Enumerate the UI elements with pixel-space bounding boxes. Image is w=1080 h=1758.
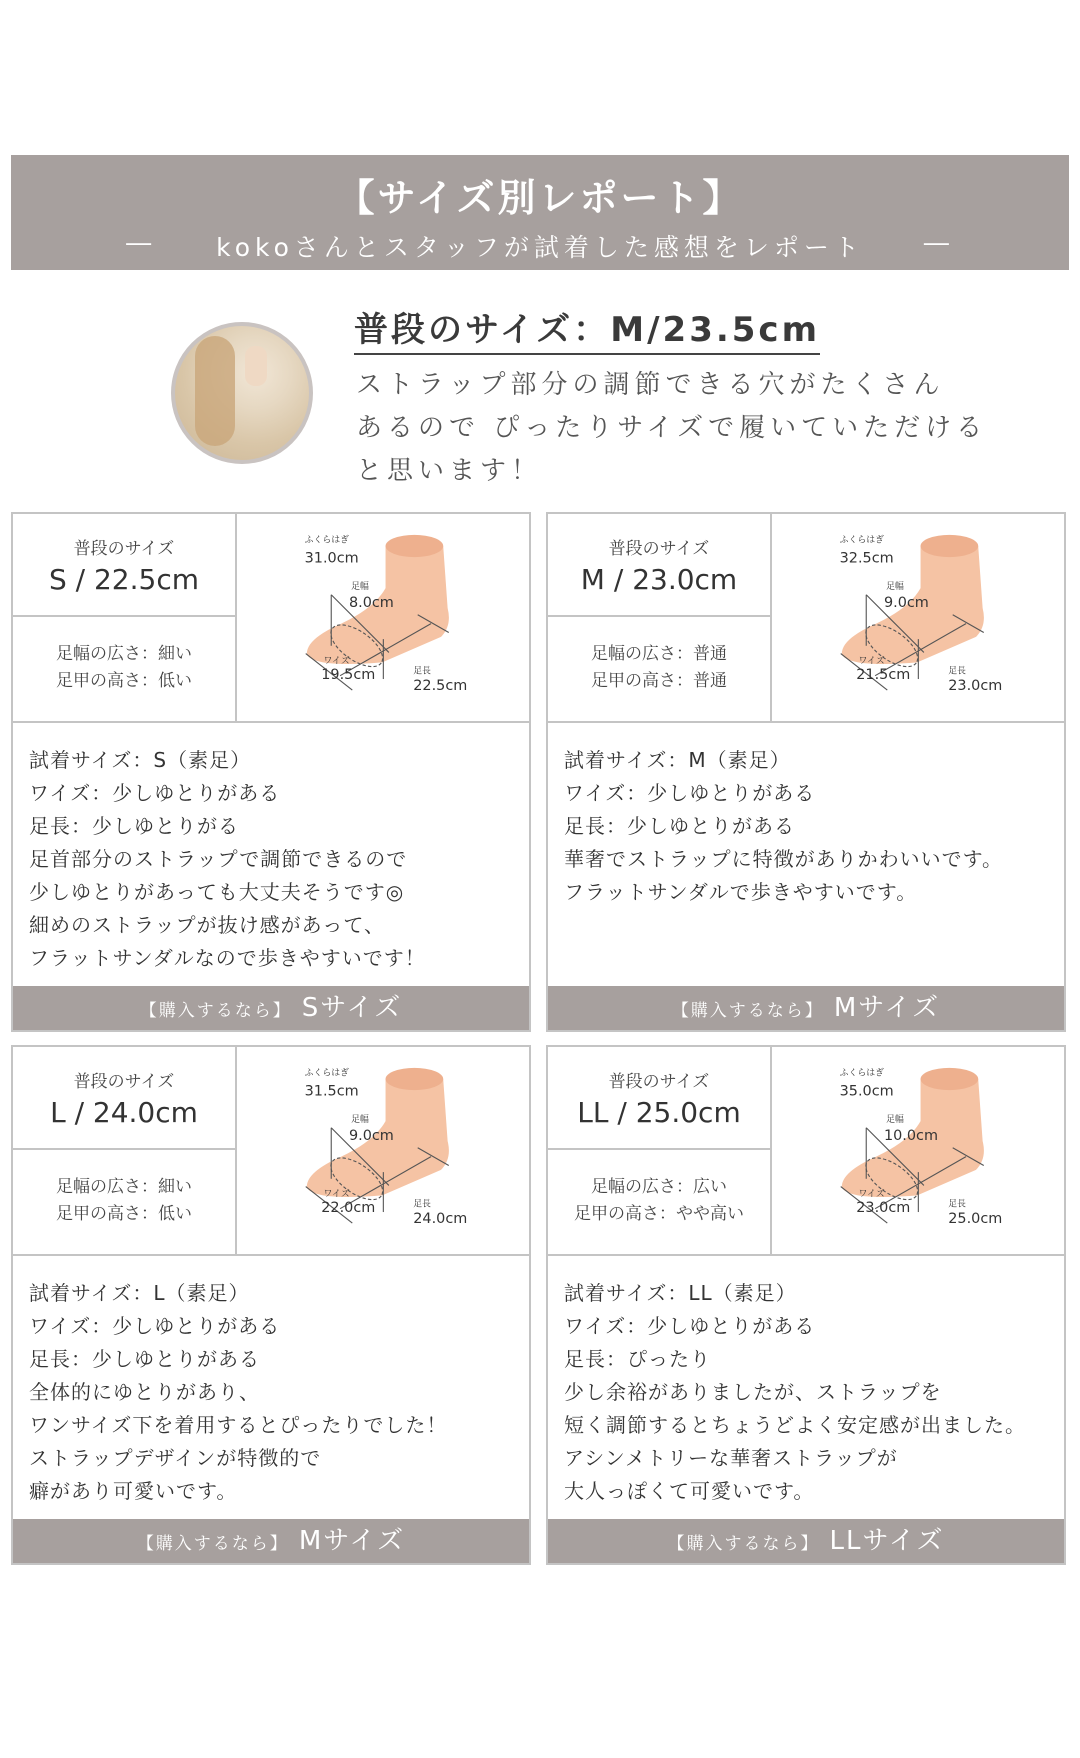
review-line: 全体的にゆとりがあり、 (29, 1380, 260, 1404)
dash-right: ― (923, 228, 954, 257)
review-line: 試着サイズ：S（素足） (29, 748, 252, 772)
buy-size: LLサイズ (829, 1526, 945, 1556)
width-label: 足幅 (886, 582, 904, 593)
buy-label: 【購入するなら】 (671, 1001, 824, 1021)
report-header (11, 155, 1069, 270)
review-line: 大人っぽくて可愛いです。 (564, 1479, 815, 1503)
width-value: 8.0cm (348, 594, 394, 611)
usual-size-label: 普段のサイズ (73, 539, 175, 559)
profile-usual-size: 普段のサイズ：M/23.5cm (354, 302, 820, 355)
instep-rating: 足甲の高さ：やや高い (574, 1204, 744, 1224)
width-value: 9.0cm (883, 594, 929, 611)
length-label: 足長 (413, 1199, 432, 1210)
report-subtitle (11, 228, 1069, 264)
calf-label: ふくらはぎ (304, 1068, 349, 1079)
instep-rating: 足甲の高さ：低い (56, 671, 192, 691)
usual-size-value: L / 24.0cm (50, 1096, 198, 1129)
length-label: 足長 (413, 666, 432, 677)
buy-size: Mサイズ (298, 1526, 406, 1556)
width-label: 足幅 (886, 1115, 904, 1126)
width-label: 足幅 (351, 1115, 369, 1126)
buy-size: Mサイズ (833, 993, 941, 1023)
foot-measurement-diagram (772, 514, 1068, 721)
review-line: ワイズ：少しゆとりがある (29, 1314, 281, 1338)
wise-value: 21.5cm (856, 667, 911, 684)
foot-measurement-diagram (237, 514, 533, 721)
buy-recommendation-bar (548, 986, 1064, 1030)
calf-value: 35.0cm (839, 1083, 894, 1100)
review-line: ワイズ：少しゆとりがある (564, 1314, 816, 1338)
review-line: ワイズ：少しゆとりがある (29, 781, 281, 805)
review-line: 足長：少しゆとりがある (29, 1347, 260, 1371)
dash-left: ― (126, 228, 157, 257)
size-card (11, 512, 531, 1032)
wise-value: 23.0cm (856, 1200, 911, 1217)
review-line: フラットサンダルなので歩きやすいです！ (29, 946, 426, 970)
usual-size-value: S / 22.5cm (48, 563, 200, 596)
fitting-review (29, 1277, 447, 1508)
review-line: 足長：少しゆとりがる (29, 814, 239, 838)
comment-line: ストラップ部分の調節できる穴がたくさん (356, 370, 945, 400)
length-label: 足長 (948, 1199, 967, 1210)
calf-value: 32.5cm (839, 550, 894, 567)
review-line: 少し余裕がありましたが、ストラップを (564, 1380, 942, 1404)
buy-label: 【購入するなら】 (139, 1001, 292, 1021)
calf-value: 31.5cm (304, 1083, 359, 1100)
fitting-review (564, 744, 1003, 909)
foot-width-rating: 足幅の広さ：細い (56, 1177, 192, 1197)
foot-measurement-diagram (772, 1047, 1068, 1254)
usual-size-value: M / 23.0cm (580, 563, 738, 596)
instep-rating: 足甲の高さ：普通 (591, 671, 727, 691)
buy-label: 【購入するなら】 (136, 1534, 289, 1554)
foot-width-rating: 足幅の広さ：普通 (591, 644, 727, 664)
wise-label: ワイズ (323, 656, 350, 667)
review-line: ストラップデザインが特徴的で (29, 1446, 322, 1470)
length-value: 24.0cm (413, 1211, 468, 1228)
wise-value: 22.0cm (321, 1200, 376, 1217)
wise-label: ワイズ (323, 1189, 350, 1200)
review-line: 細めのストラップが抜け感があって、 (29, 913, 385, 937)
calf-label: ふくらはぎ (839, 535, 884, 546)
length-label: 足長 (948, 666, 967, 677)
review-line: 足首部分のストラップで調節できるので (29, 847, 408, 871)
wise-label: ワイズ (858, 656, 885, 667)
foot-width-rating: 足幅の広さ：広い (591, 1177, 727, 1197)
wise-label: ワイズ (858, 1189, 885, 1200)
review-line: 短く調節するとちょうどよく安定感が出ました。 (564, 1413, 1026, 1437)
width-value: 9.0cm (348, 1127, 394, 1144)
length-value: 22.5cm (413, 678, 468, 695)
review-line: 少しゆとりがあっても大丈夫そうです◎ (29, 880, 405, 904)
report-title: 【サイズ別レポート】 (336, 176, 744, 220)
calf-label: ふくらはぎ (839, 1068, 884, 1079)
buy-recommendation-bar (548, 1519, 1064, 1563)
usual-size-label: 普段のサイズ (73, 1072, 175, 1092)
size-card (546, 1045, 1066, 1565)
wise-value: 19.5cm (321, 667, 376, 684)
length-value: 25.0cm (948, 1211, 1003, 1228)
review-line: 足長：ぴったり (564, 1347, 711, 1371)
usual-size-label: 普段のサイズ (608, 1072, 710, 1092)
width-value: 10.0cm (883, 1127, 939, 1144)
subtitle-text: kokoさんとスタッフが試着した感想をレポート (216, 233, 864, 262)
review-line: ワンサイズ下を着用するとぴったりでした！ (29, 1413, 448, 1437)
review-line: 試着サイズ：L（素足） (29, 1281, 250, 1305)
review-line: 足長：少しゆとりがある (564, 814, 795, 838)
length-value: 23.0cm (948, 678, 1003, 695)
width-label: 足幅 (351, 582, 369, 593)
review-line: 試着サイズ：M（素足） (564, 748, 791, 772)
foot-width-rating: 足幅の広さ：細い (56, 644, 192, 664)
review-line: フラットサンダルで歩きやすいです。 (564, 880, 918, 904)
buy-size: Sサイズ (301, 993, 403, 1023)
calf-value: 31.0cm (304, 550, 359, 567)
comment-line: あるので ぴったりサイズで履いていただける (356, 413, 988, 443)
usual-size-value: LL / 25.0cm (577, 1096, 741, 1129)
fitting-review (29, 744, 426, 975)
buy-recommendation-bar (13, 1519, 529, 1563)
avatar (171, 322, 313, 464)
size-card (11, 1045, 531, 1565)
buy-recommendation-bar (13, 986, 529, 1030)
review-line: 癖があり可愛いです。 (29, 1479, 238, 1503)
review-line: 試着サイズ：LL（素足） (564, 1281, 797, 1305)
profile-comment (356, 364, 987, 493)
calf-label: ふくらはぎ (304, 535, 349, 546)
buy-label: 【購入するなら】 (667, 1534, 820, 1554)
review-line: 華奢でストラップに特徴がありかわいいです。 (564, 847, 1003, 871)
review-line: アシンメトリーな華奢ストラップが (564, 1446, 898, 1470)
comment-line: と思います！ (356, 456, 543, 486)
fitting-review (564, 1277, 1026, 1508)
review-line: ワイズ：少しゆとりがある (564, 781, 816, 805)
usual-size-label: 普段のサイズ (608, 539, 710, 559)
foot-measurement-diagram (237, 1047, 533, 1254)
instep-rating: 足甲の高さ：低い (56, 1204, 192, 1224)
size-card (546, 512, 1066, 1032)
